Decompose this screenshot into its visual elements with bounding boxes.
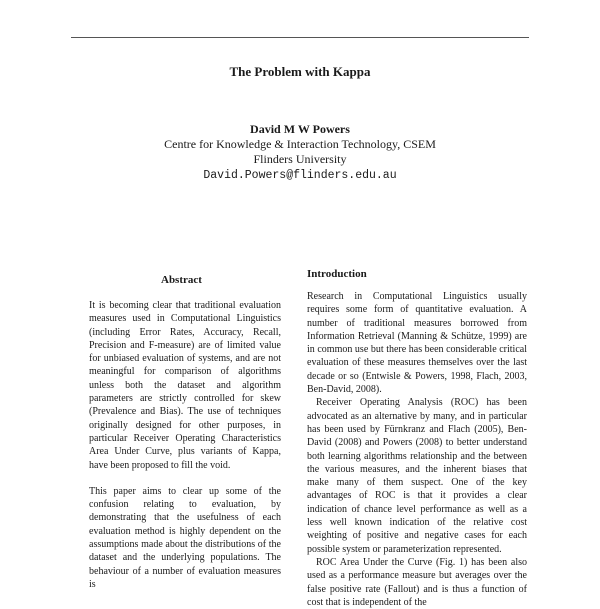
introduction-column — [307, 290, 527, 609]
author-name: David M W Powers — [250, 122, 350, 136]
abstract-column — [89, 299, 281, 591]
author-block — [0, 122, 600, 183]
paper-title: The Problem with Kappa — [229, 64, 371, 79]
top-rule — [71, 37, 529, 38]
abstract-heading: Abstract — [161, 274, 202, 286]
abstract-paragraph: This paper aims to clear up some of the confusion relating to evaluation, by demonstrating that the usefulness of each evaluation method is highly dependent on the assumptions made about the distributions of the dataset and the underlying populations. The behaviour of a number of evaluation measures is — [89, 485, 281, 590]
introduction-heading: Introduction — [307, 268, 367, 280]
author-university: Flinders University — [253, 152, 347, 166]
introduction-paragraph: Research in Computational Linguistics usually requires some form of quantitative evaluation. A number of traditional measures borrowed from Information Retrieval (Manning & Schütze, 1999) are in common use but there has been considerable critical evaluation of these measures themselves over the last decade or so (Entwisle & Powers, 1998, Flach, 2003, Ben-David, 2008). — [307, 291, 527, 396]
abstract-paragraph: It is becoming clear that traditional evaluation measures used in Computational Linguistics (including Error Rates, Accuracy, Recall, Precision and F-measure) are of limited value for unbiased evaluation of systems, and are not meaningful for comparison of algorithms unless both the dataset and algorithm parameters are strictly controlled for skew (Prevalence and Bias). The use of techniques originally designed for other purposes, in particular Receiver Operating Characteristics Area Under Curve, plus variants of Kappa, have been proposed to fill the void. — [89, 300, 281, 471]
author-affiliation: Centre for Knowledge & Interaction Technology, CSEM — [164, 137, 436, 151]
introduction-paragraph: ROC Area Under the Curve (Fig. 1) has been also used as a performance measure but averages over the false positive rate (Fallout) and is thus a function of cost that is independent of the — [307, 556, 527, 608]
introduction-paragraph: Receiver Operating Analysis (ROC) has been advocated as an alternative by many, and in particular has been used by Fürnkranz and Flach (2005), Ben-David (2008) and Powers (2008) to better understand both learning algorithms relationship and the between the various measures, and the inherent biases that make many of them suspect. One of the key advantages of ROC is that it provides a clear indication of chance level performance as well as a less well known indication of the relative cost weighting of positive and negative cases for each possible system or parameterization represented. — [307, 397, 527, 555]
author-email: David.Powers@flinders.edu.au — [203, 169, 397, 182]
